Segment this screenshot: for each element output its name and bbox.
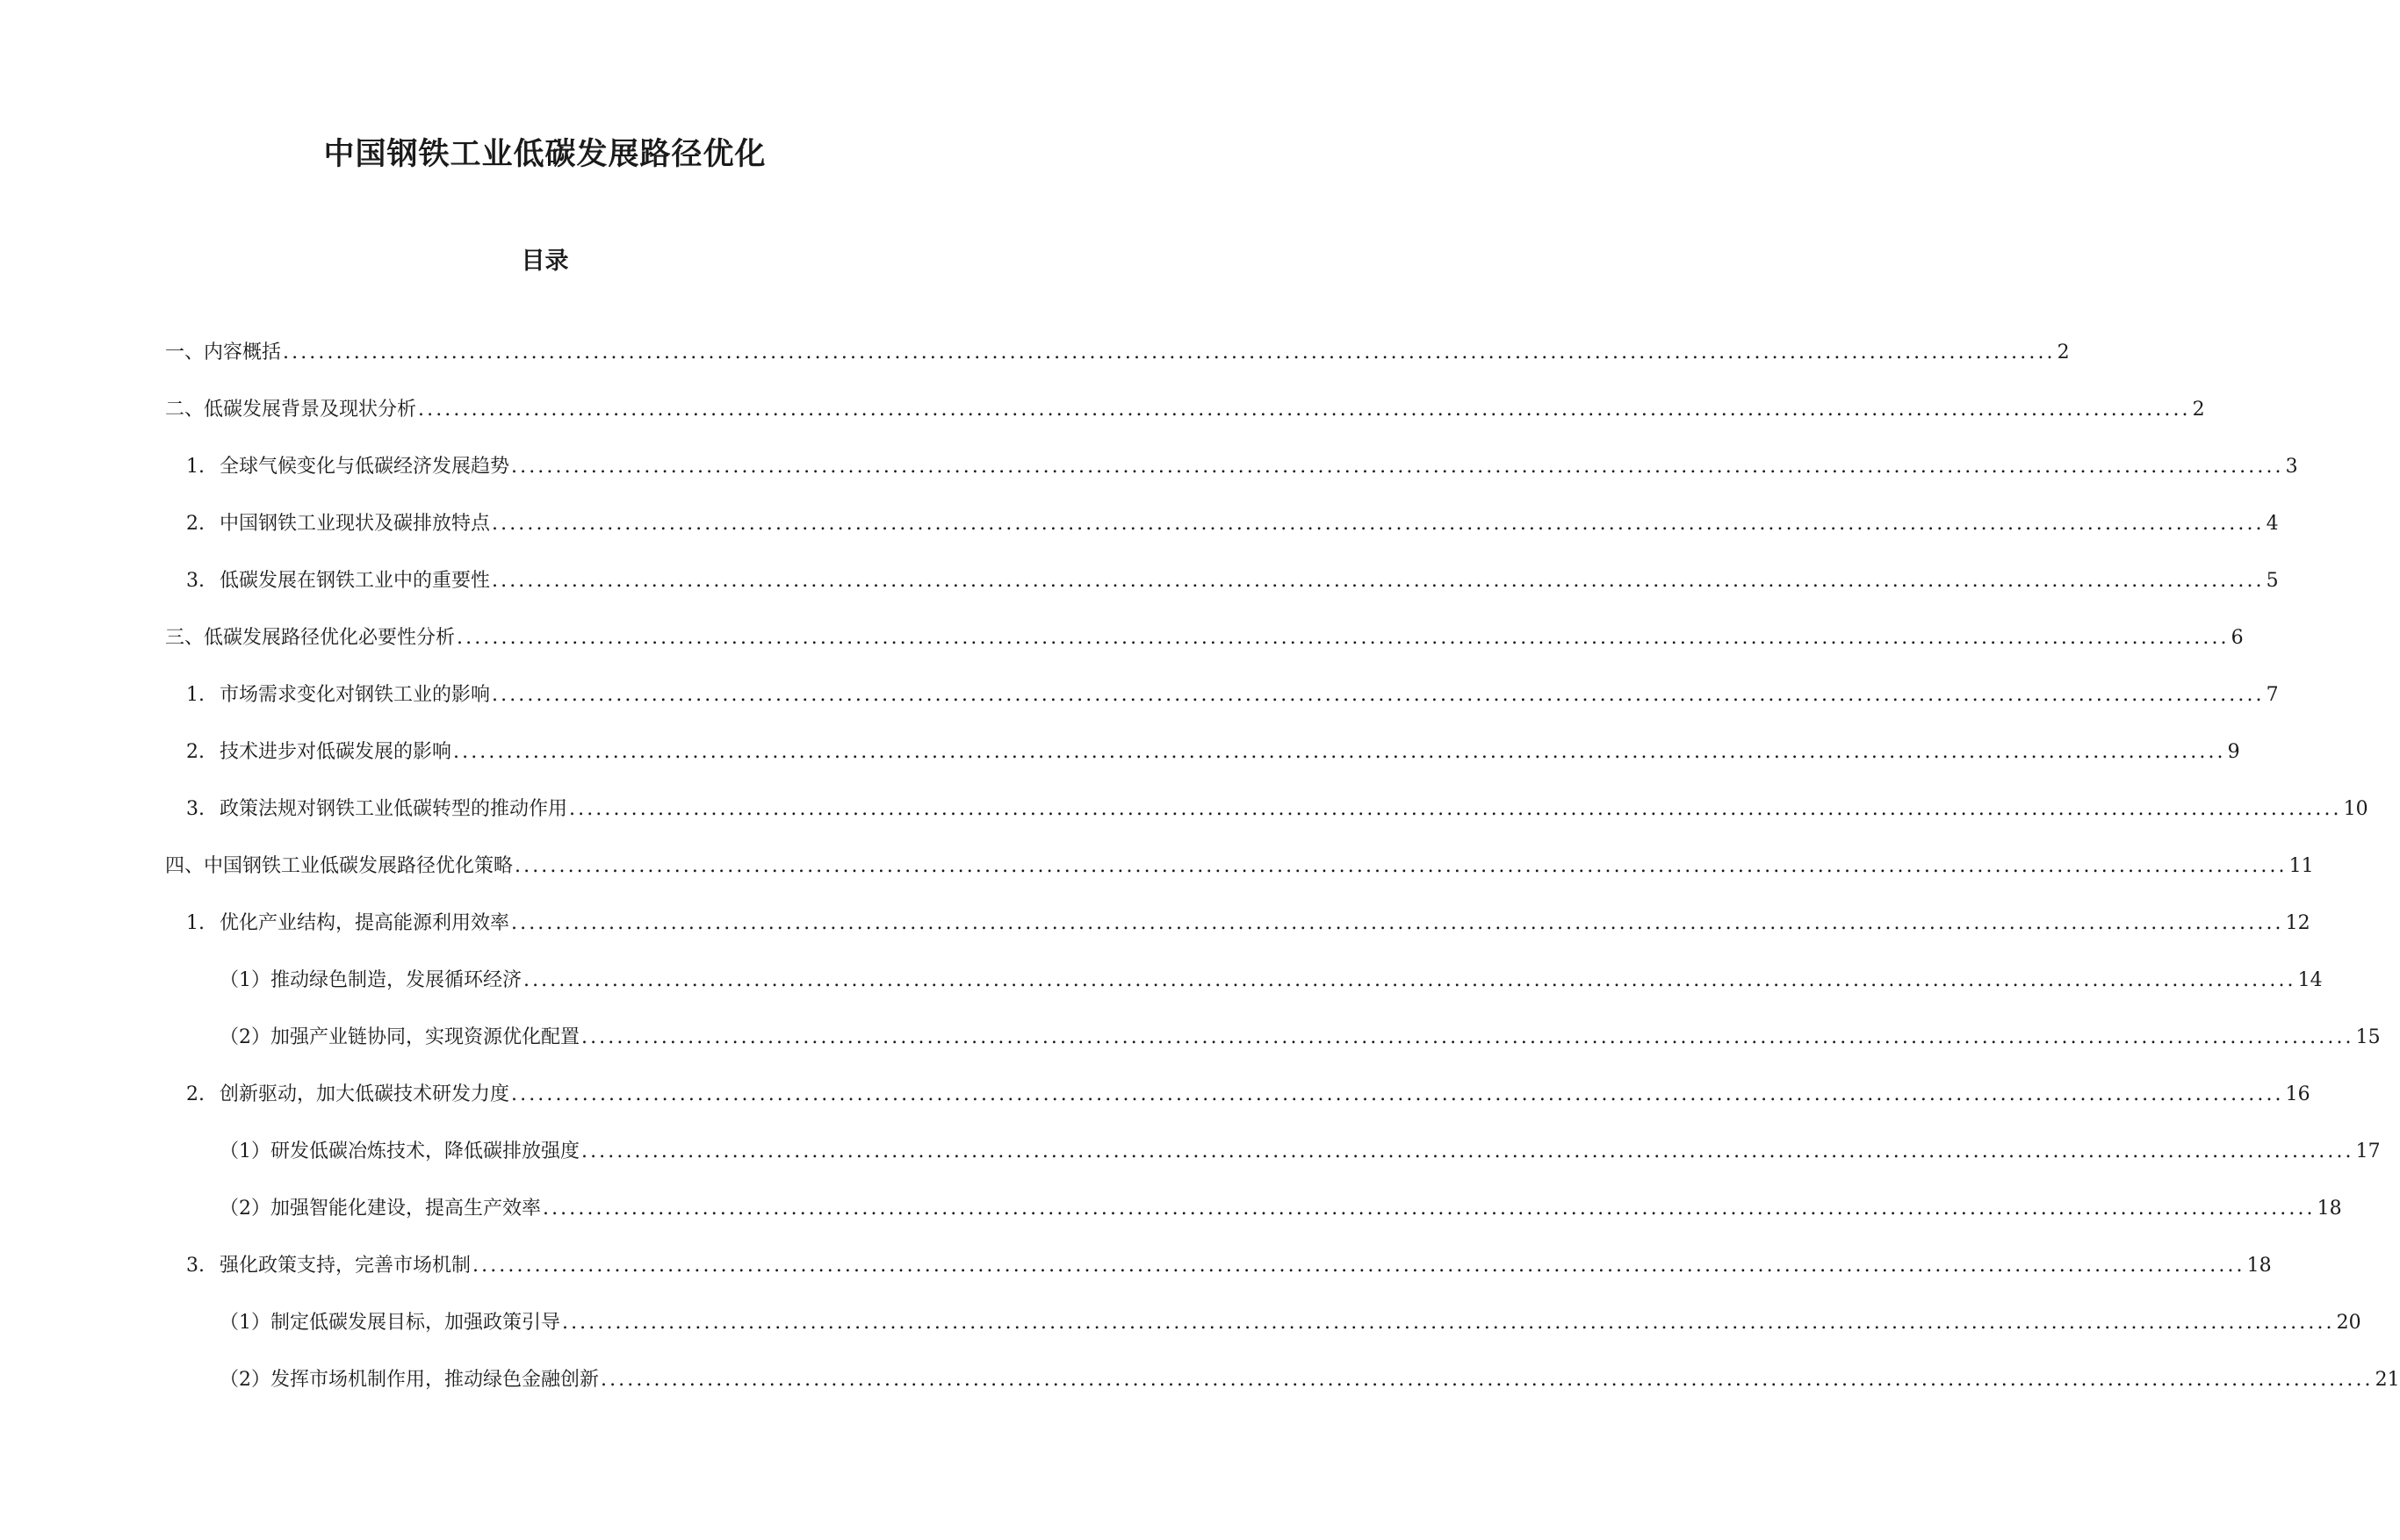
toc-leader-dots: ........................................................................................................................................................................................................ (492, 570, 2265, 592)
toc-leader-dots: ........................................................................................................................................................................................................ (511, 1083, 2284, 1105)
toc-entry-page: 3 (2285, 456, 2298, 478)
toc-leader-dots: ........................................................................................................................................................................................................ (523, 969, 2296, 991)
toc-entry[interactable] (186, 450, 2298, 485)
toc-entry[interactable] (186, 735, 2240, 770)
toc-entry[interactable] (220, 1363, 2400, 1398)
toc-entry-page: 17 (2355, 1141, 2381, 1162)
toc-entry-page: 16 (2285, 1083, 2310, 1105)
toc-entry[interactable] (165, 335, 2070, 371)
toc-entry[interactable] (186, 507, 2279, 542)
toc-entry-label: 强化政策支持，完善市场机制 (220, 1255, 472, 1277)
toc-entry-page: 6 (2231, 627, 2244, 649)
toc-heading: 目录 (521, 248, 569, 275)
toc-entry-page: 15 (2355, 1026, 2381, 1048)
toc-entry-page: 14 (2297, 969, 2323, 991)
toc-entry-page: 11 (2288, 855, 2314, 877)
toc-leader-dots: ........................................................................................................................................................................................................ (457, 627, 2230, 649)
toc-entry-label: （1）制定低碳发展目标，加强政策引导 (220, 1312, 560, 1334)
toc-entry-number: 2. (186, 1083, 205, 1105)
toc-entry[interactable] (186, 678, 2279, 713)
toc-leader-dots: ........................................................................................................................................................................................................ (283, 342, 2056, 363)
toc-entry-number: 3. (186, 1255, 205, 1277)
toc-entry-label: 全球气候变化与低碳经济发展趋势 (220, 456, 510, 478)
toc-entry-page: 18 (2246, 1255, 2272, 1277)
toc-leader-dots: ........................................................................................................................................................................................................ (581, 1026, 2354, 1048)
toc-entry-label: 技术进步对低碳发展的影响 (220, 741, 452, 763)
toc-entry-label: 创新驱动，加大低碳技术研发力度 (220, 1083, 510, 1105)
toc-entry[interactable] (165, 621, 2244, 656)
toc-entry-page: 2 (2057, 342, 2070, 363)
toc-entry-page: 9 (2227, 741, 2240, 763)
toc-leader-dots: ........................................................................................................................................................................................................ (581, 1141, 2354, 1162)
toc-entry-label: 优化产业结构，提高能源利用效率 (220, 912, 510, 934)
toc-entry[interactable] (220, 963, 2323, 998)
toc-entry-label: （2）发挥市场机制作用，推动绿色金融创新 (220, 1369, 599, 1391)
toc-entry-label: 三、低碳发展路径优化必要性分析 (165, 627, 456, 649)
toc-leader-dots: ........................................................................................................................................................................................................ (492, 684, 2265, 706)
toc-entry-page: 4 (2266, 513, 2279, 535)
toc-entry-page: 2 (2192, 399, 2205, 421)
document-title: 中国钢铁工业低碳发展路径优化 (323, 136, 767, 172)
toc-leader-dots: ........................................................................................................................................................................................................ (601, 1369, 2374, 1391)
toc-entry-number: 2. (186, 513, 205, 535)
toc-entry-label: 政策法规对钢铁工业低碳转型的推动作用 (220, 798, 568, 820)
toc-entry-label: （2）加强产业链协同，实现资源优化配置 (220, 1026, 580, 1048)
toc-entry-number: 1. (186, 456, 205, 478)
toc-entry-page: 12 (2285, 912, 2310, 934)
toc-leader-dots: ........................................................................................................................................................................................................ (511, 912, 2284, 934)
toc-leader-dots: ........................................................................................................................................................................................................ (418, 399, 2191, 421)
toc-entry[interactable] (220, 1191, 2342, 1227)
toc-entry[interactable] (186, 1249, 2272, 1284)
toc-leader-dots: ........................................................................................................................................................................................................ (562, 1312, 2335, 1334)
toc-entry-label: 二、低碳发展背景及现状分析 (165, 399, 417, 421)
toc-entry-page: 10 (2343, 798, 2368, 820)
toc-leader-dots: ........................................................................................................................................................................................................ (472, 1255, 2245, 1277)
toc-entry-number: 1. (186, 684, 205, 706)
toc-leader-dots: ........................................................................................................................................................................................................ (569, 798, 2342, 820)
toc-entry-label: 低碳发展在钢铁工业中的重要性 (220, 570, 491, 592)
toc-leader-dots: ........................................................................................................................................................................................................ (453, 741, 2226, 763)
toc-entry-page: 18 (2317, 1198, 2342, 1220)
toc-entry[interactable] (186, 792, 2368, 827)
toc-entry[interactable] (220, 1020, 2381, 1055)
toc-entry-label: （1）推动绿色制造，发展循环经济 (220, 969, 522, 991)
toc-entry[interactable] (186, 1077, 2310, 1112)
toc-entry[interactable] (220, 1306, 2361, 1341)
toc-leader-dots: ........................................................................................................................................................................................................ (543, 1198, 2316, 1220)
toc-entry[interactable] (165, 849, 2314, 884)
toc-leader-dots: ........................................................................................................................................................................................................ (492, 513, 2265, 535)
toc-entry[interactable] (186, 564, 2279, 599)
toc-leader-dots: ........................................................................................................................................................................................................ (511, 456, 2284, 478)
toc-entry-label: 市场需求变化对钢铁工业的影响 (220, 684, 491, 706)
toc-entry-label: 一、内容概括 (165, 342, 282, 363)
toc-entry[interactable] (220, 1134, 2381, 1169)
toc-entry-number: 2. (186, 741, 205, 763)
toc-entry-page: 20 (2336, 1312, 2361, 1334)
toc-entry-number: 3. (186, 798, 205, 820)
toc-entry-number: 3. (186, 570, 205, 592)
toc-entry-page: 7 (2266, 684, 2279, 706)
toc-entry[interactable] (165, 392, 2205, 428)
toc-entry[interactable] (186, 906, 2310, 941)
toc-entry-label: （2）加强智能化建设，提高生产效率 (220, 1198, 541, 1220)
toc-entry-page: 21 (2375, 1369, 2400, 1391)
toc-entry-label: 四、中国钢铁工业低碳发展路径优化策略 (165, 855, 514, 877)
toc-leader-dots: ........................................................................................................................................................................................................ (515, 855, 2288, 877)
toc-entry-number: 1. (186, 912, 205, 934)
toc-entry-label: 中国钢铁工业现状及碳排放特点 (220, 513, 491, 535)
toc-entry-page: 5 (2266, 570, 2279, 592)
toc-entry-label: （1）研发低碳冶炼技术，降低碳排放强度 (220, 1141, 580, 1162)
